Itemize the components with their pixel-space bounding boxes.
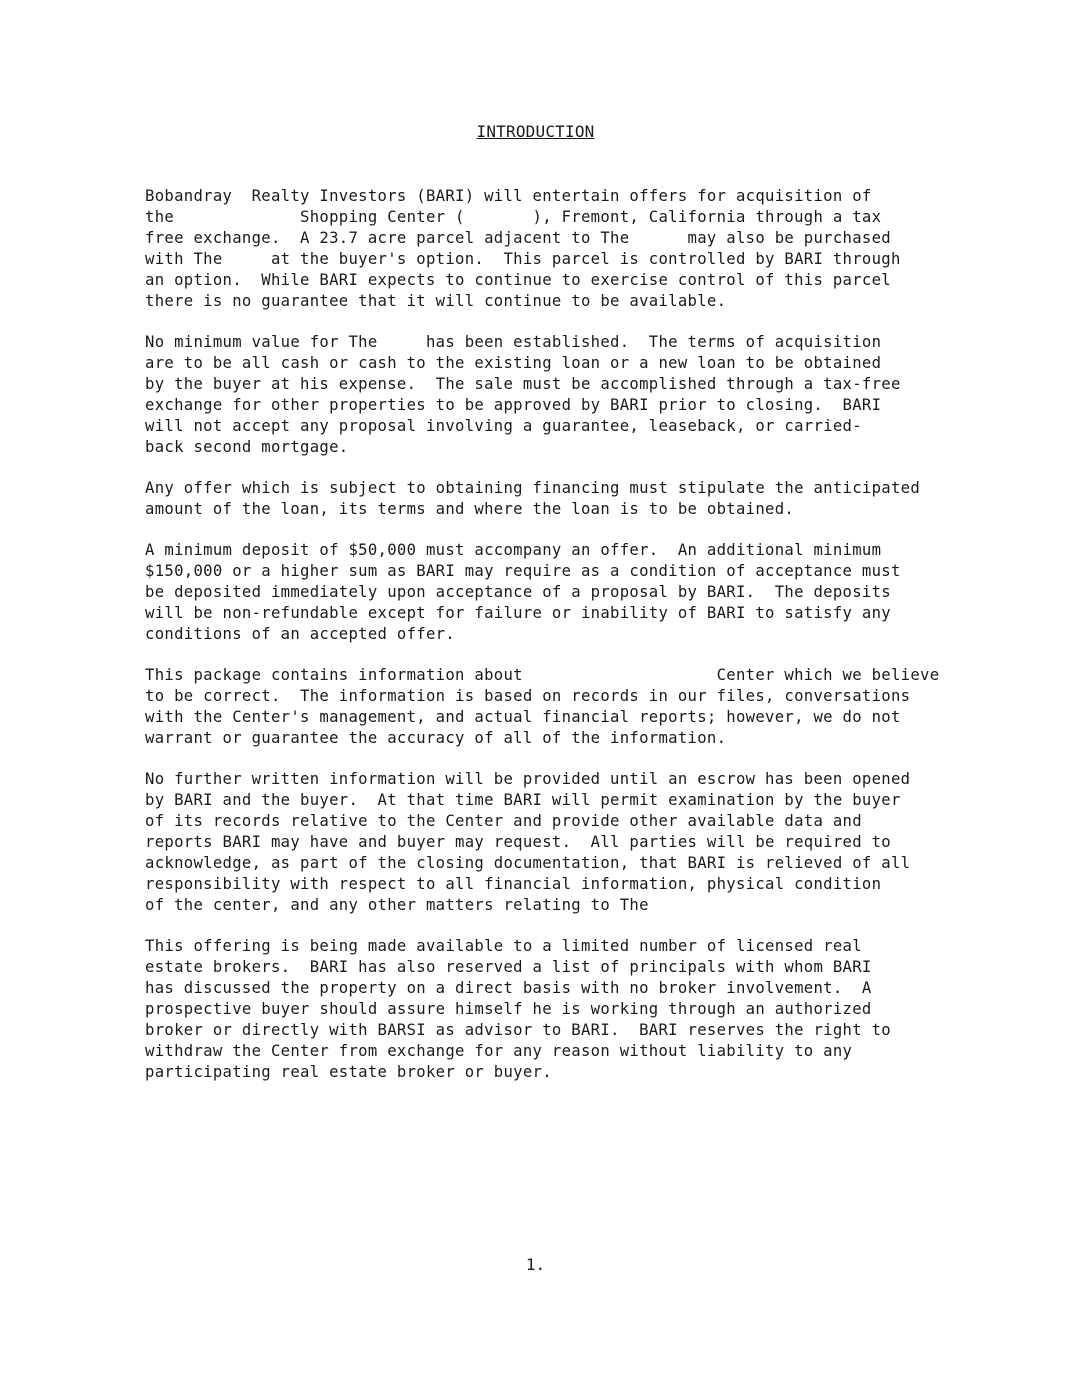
text-line: of the center, and any other matters relating to The (145, 896, 649, 914)
text-line: Bobandray Realty Investors (BARI) will entertain offers for acquisition of (145, 187, 872, 205)
text-line: reports BARI may have and buyer may request. All parties will be required to (145, 833, 891, 851)
text-line: to be correct. The information is based on records in our files, conversations (145, 687, 911, 705)
text-line: conditions of an accepted offer. (145, 625, 456, 643)
text-line: of its records relative to the Center and provide other available data and (145, 812, 862, 830)
text-line: A minimum deposit of $50,000 must accompany an offer. An additional minimum (145, 541, 882, 559)
paragraph-3 (145, 478, 1025, 520)
text-line: warrant or guarantee the accuracy of all of the information. (145, 729, 727, 747)
text-line: broker or directly with BARSI as advisor to BARI. BARI reserves the right to (145, 1021, 891, 1039)
body-text (145, 186, 1025, 1103)
text-line: by BARI and the buyer. At that time BARI will permit examination by the buyer (145, 791, 901, 809)
text-line: No minimum value for The has been established. The terms of acquisition (145, 333, 882, 351)
text-line: will be non-refundable except for failure or inability of BARI to satisfy any (145, 604, 891, 622)
text-line: there is no guarantee that it will continue to be available. (145, 292, 727, 310)
text-line: Any offer which is subject to obtaining financing must stipulate the anticipated (145, 479, 921, 497)
page-number: 1. (525, 1255, 546, 1274)
paragraph-4 (145, 540, 1025, 645)
text-line: has discussed the property on a direct basis with no broker involvement. A (145, 979, 872, 997)
text-line: are to be all cash or cash to the existing loan or a new loan to be obtained (145, 354, 882, 372)
text-line: back second mortgage. (145, 438, 349, 456)
text-line: by the buyer at his expense. The sale must be accomplished through a tax-free (145, 375, 901, 393)
text-line: participating real estate broker or buyer. (145, 1063, 552, 1081)
paragraph-5 (145, 665, 1025, 749)
text-line: acknowledge, as part of the closing documentation, that BARI is relieved of all (145, 854, 911, 872)
text-line: No further written information will be provided until an escrow has been opened (145, 770, 911, 788)
text-line: This offering is being made available to a limited number of licensed real (145, 937, 862, 955)
text-line: with The at the buyer's option. This parcel is controlled by BARI through (145, 250, 901, 268)
text-line: with the Center's management, and actual financial reports; however, we do not (145, 708, 901, 726)
text-line: will not accept any proposal involving a guarantee, leaseback, or carried- (145, 417, 862, 435)
text-line: amount of the loan, its terms and where the loan is to be obtained. (145, 500, 795, 518)
text-line: be deposited immediately upon acceptance of a proposal by BARI. The deposits (145, 583, 891, 601)
paragraph-6 (145, 769, 1025, 916)
paragraph-2 (145, 332, 1025, 458)
page-title: INTRODUCTION (476, 122, 595, 141)
paragraph-7 (145, 936, 1025, 1083)
text-line: an option. While BARI expects to continue to exercise control of this parcel (145, 271, 891, 289)
text-line: exchange for other properties to be approved by BARI prior to closing. BARI (145, 396, 882, 414)
text-line: This package contains information about Center which we believe (145, 666, 940, 684)
paragraph-1 (145, 186, 1025, 312)
text-line: estate brokers. BARI has also reserved a list of principals with whom BARI (145, 958, 872, 976)
text-line: free exchange. A 23.7 acre parcel adjacent to The may also be purchased (145, 229, 891, 247)
text-line: $150,000 or a higher sum as BARI may require as a condition of acceptance must (145, 562, 901, 580)
text-line: the Shopping Center ( ), Fremont, California through a tax (145, 208, 882, 226)
text-line: withdraw the Center from exchange for any reason without liability to any (145, 1042, 853, 1060)
text-line: responsibility with respect to all financial information, physical condition (145, 875, 882, 893)
text-line: prospective buyer should assure himself he is working through an authorized (145, 1000, 872, 1018)
